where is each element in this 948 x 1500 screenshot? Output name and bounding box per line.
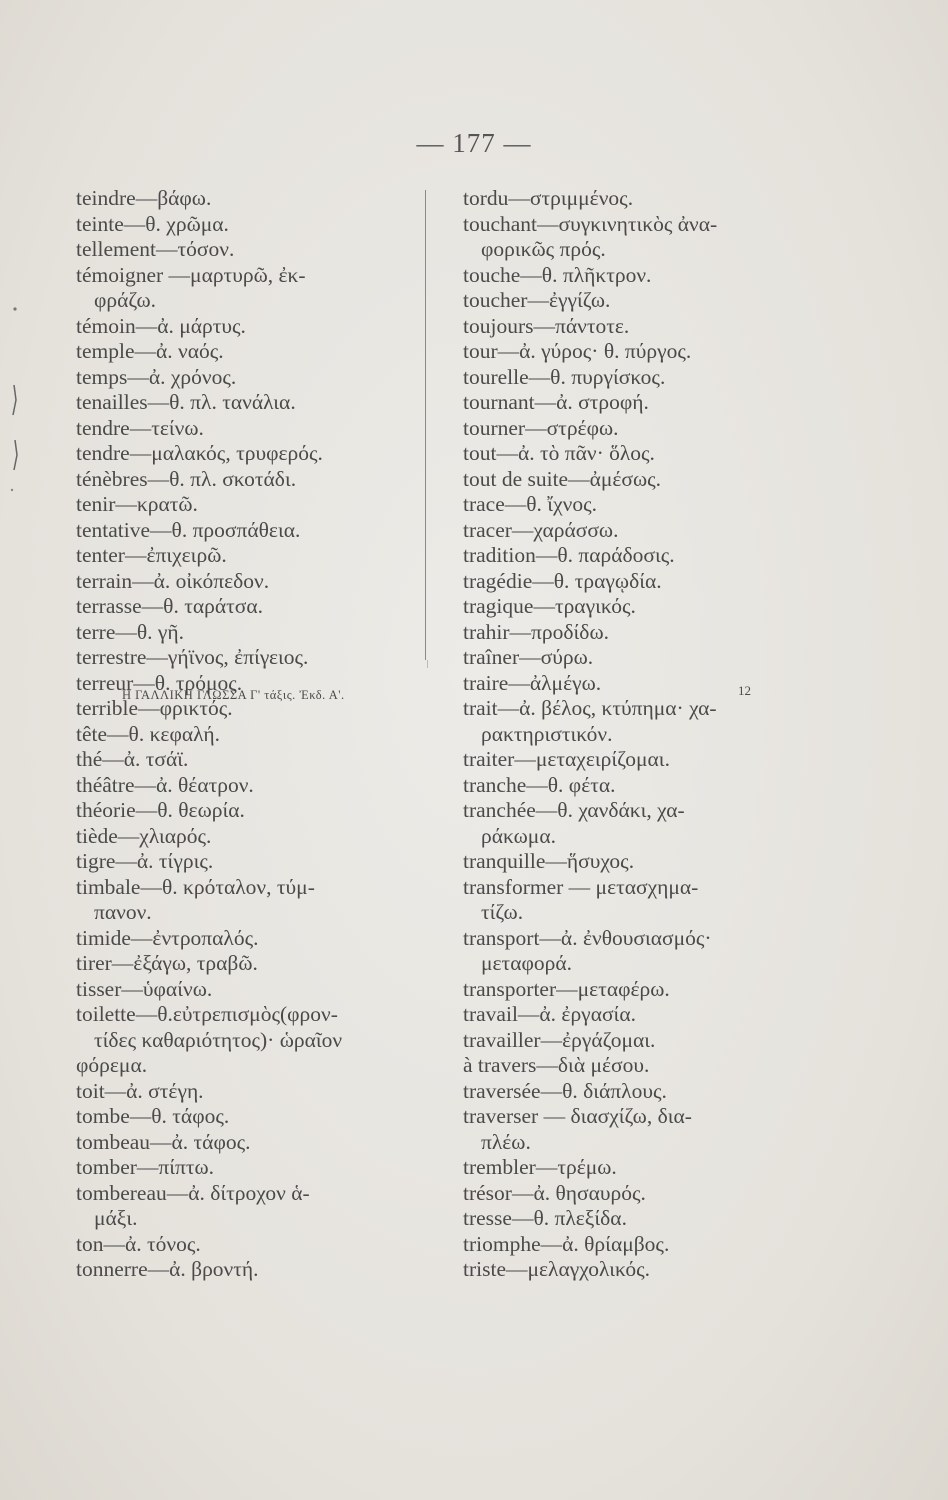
dictionary-entry: tirer—ἐξάγω, τραβῶ.: [76, 951, 258, 975]
dictionary-entry: tisser—ὑφαίνω.: [76, 976, 213, 1001]
dictionary-entry: travailler—ἐργάζομαι.: [463, 1027, 656, 1052]
dictionary-entry: tourelle—θ. πυργίσκος.: [463, 364, 666, 389]
dictionary-entry: tombeau—ἀ. τάφος.: [76, 1129, 251, 1154]
dictionary-entry: touche—θ. πλῆκτρον.: [463, 262, 652, 287]
dictionary-entry: trembler—τρέμω.: [463, 1155, 617, 1179]
dictionary-entry: terrible—φρικτός.: [76, 696, 233, 720]
dictionary-entry: traiter—μεταχειρίζομαι.: [463, 747, 670, 771]
dictionary-entry: tête—θ. κεφαλή.: [76, 721, 220, 746]
dictionary-entry: tragédie—θ. τραγῳδία.: [463, 568, 662, 593]
page-number: — 177 —: [416, 128, 532, 158]
dictionary-entry: tendre—μαλακός, τρυφερός.: [76, 441, 323, 465]
dictionary-entry: tournant—ἀ. στροφή.: [463, 390, 649, 414]
dictionary-entry: temple—ἀ. ναός.: [76, 339, 224, 363]
dictionary-entry: tourner—στρέφω.: [463, 415, 619, 440]
dictionary-entry: toit—ἀ. στέγη.: [76, 1078, 204, 1103]
dictionary-entry: timide—ἐντροπαλός.: [76, 925, 259, 950]
dictionary-entry: tresse—θ. πλεξίδα.: [463, 1206, 627, 1230]
dictionary-entry: touchant—συγκινητικὸς ἀνα-: [463, 211, 718, 236]
dictionary-entry: tombereau—ἀ. δίτροχον ἁ-: [76, 1180, 310, 1205]
dictionary-entry: tragique—τραγικός.: [463, 594, 636, 618]
dictionary-entry: tracer—χαράσσω.: [463, 517, 619, 542]
dictionary-entry: traverser — διασχίζω, δια-: [463, 1104, 692, 1128]
dictionary-entry: tranchée—θ. χανδάκι, χα-: [463, 798, 685, 822]
dictionary-entry: tranquille—ἥσυχος.: [463, 849, 635, 873]
dictionary-entry: toujours—πάντοτε.: [463, 313, 630, 338]
dictionary-entry: toucher—ἐγγίζω.: [463, 288, 611, 312]
dictionary-entry: timbale—θ. κρόταλον, τύμ-: [76, 874, 315, 899]
dictionary-entry: traîner—σύρω.: [463, 645, 594, 669]
dictionary-entry: tellement—τόσον.: [76, 237, 235, 261]
dictionary-entry: tenter—ἐπιχειρῶ.: [76, 543, 227, 567]
dictionary-entry: trait—ἀ. βέλος, κτύπημα· χα-: [463, 696, 717, 720]
dictionary-entry: témoin—ἀ. μάρτυς.: [76, 313, 246, 338]
dictionary-entry: théâtre—ἀ. θέατρον.: [76, 772, 254, 797]
column-divider: [425, 190, 426, 660]
dictionary-entry: transformer — μετασχημα-: [463, 874, 699, 899]
sheet-number: 12: [738, 683, 751, 698]
dictionary-entry: terreur—θ. τρόμος.: [76, 670, 243, 695]
dictionary-entry: traversée—θ. διάπλους.: [463, 1078, 667, 1103]
dictionary-entry: terrasse—θ. ταράτσα.: [76, 594, 263, 618]
dictionary-entry: tradition—θ. παράδοσις.: [463, 543, 675, 567]
dictionary-entry: trésor—ἀ. θησαυρός.: [463, 1180, 646, 1205]
entry-continuation: τίδες καθαριότητος)· ὡραῖον: [94, 1027, 343, 1052]
dictionary-entry: témoigner —μαρτυρῶ, ἐκ-: [76, 262, 306, 287]
entry-continuation: φορικῶς πρός.: [481, 237, 606, 261]
entry-continuation: πανον.: [94, 900, 152, 924]
dictionary-entry: tour—ἀ. γύρος· θ. πύργος.: [463, 339, 692, 363]
dictionary-entry: trahir—προδίδω.: [463, 619, 609, 644]
dictionary-entry: tout—ἀ. τὸ πᾶν· ὅλος.: [463, 441, 655, 465]
column-divider-tail: [427, 660, 428, 668]
dictionary-entry: ton—ἀ. τόνος.: [76, 1231, 201, 1256]
printer-signature: Η ΓΑΛΛΙΚΗ ΓΛΩΣΣΑ Γ' τάξις. Ἐκδ. Α'.: [122, 688, 345, 702]
dictionary-entry: terre—θ. γῆ.: [76, 619, 185, 644]
dictionary-entry: tigre—ἀ. τίγρις.: [76, 849, 214, 873]
dictionary-entry: temps—ἀ. χρόνος.: [76, 364, 237, 389]
dictionary-entry: tentative—θ. προσπάθεια.: [76, 517, 301, 542]
dictionary-entry: tomber—πίπτω.: [76, 1155, 215, 1179]
dictionary-entry: thé—ἀ. τσάϊ.: [76, 747, 189, 771]
dictionary-entry: travail—ἀ. ἐργασία.: [463, 1002, 636, 1026]
dictionary-entry: triste—μελαγχολικός.: [463, 1257, 651, 1281]
dictionary-entry: toilette—θ.εὐτρεπισμὸς(φρον-: [76, 1002, 338, 1026]
dictionary-entry: tordu—στριμμένος.: [463, 186, 634, 210]
dictionary-entry: tendre—τείνω.: [76, 415, 204, 440]
dictionary-entry: triomphe—ἀ. θρίαμβος.: [463, 1231, 670, 1256]
dictionary-entry: tranche—θ. φέτα.: [463, 772, 616, 797]
dictionary-entry: à travers—διὰ μέσου.: [463, 1053, 650, 1077]
entry-continuation: ράκωμα.: [481, 823, 556, 848]
dictionary-entry: tout de suite—ἀμέσως.: [463, 466, 662, 491]
right-column: [463, 186, 793, 1283]
left-column: [76, 186, 394, 1283]
dictionary-entry: teinte—θ. χρῶμα.: [76, 211, 229, 236]
dictionary-entry: terrain—ἀ. οἰκόπεδον.: [76, 568, 270, 593]
dictionary-entry: transport—ἀ. ἐνθουσιασμός·: [463, 925, 712, 950]
dictionary-entry: ténèbres—θ. πλ. σκοτάδι.: [76, 466, 297, 491]
dictionary-entry: terrestre—γήϊνος, ἐπίγειος.: [76, 645, 309, 669]
dictionary-entry: tiède—χλιαρός.: [76, 823, 212, 848]
dictionary-entry: trace—θ. ἴχνος.: [463, 492, 597, 516]
entry-continuation: μεταφορά.: [481, 951, 572, 975]
dictionary-entry: traire—ἀλμέγω.: [463, 670, 602, 695]
entry-continuation: μάξι.: [94, 1206, 138, 1230]
dictionary-entry: théorie—θ. θεωρία.: [76, 798, 245, 822]
dictionary-entry: transporter—μεταφέρω.: [463, 976, 670, 1001]
entry-continuation: ρακτηριστικόν.: [481, 721, 613, 746]
paper-specks: [8, 305, 22, 495]
dictionary-entry: tonnerre—ἀ. βροντή.: [76, 1257, 259, 1281]
dictionary-entry: tombe—θ. τάφος.: [76, 1104, 230, 1128]
dictionary-entry: teindre—βάφω.: [76, 186, 212, 210]
entry-continuation: φράζω.: [94, 288, 157, 312]
entry-continuation: τίζω.: [481, 900, 524, 924]
dictionary-entry: tenailles—θ. πλ. τανάλια.: [76, 390, 296, 414]
entry-continuation: πλέω.: [481, 1129, 531, 1154]
dictionary-entry: φόρεμα.: [76, 1053, 148, 1077]
dictionary-entry: tenir—κρατῶ.: [76, 492, 198, 516]
